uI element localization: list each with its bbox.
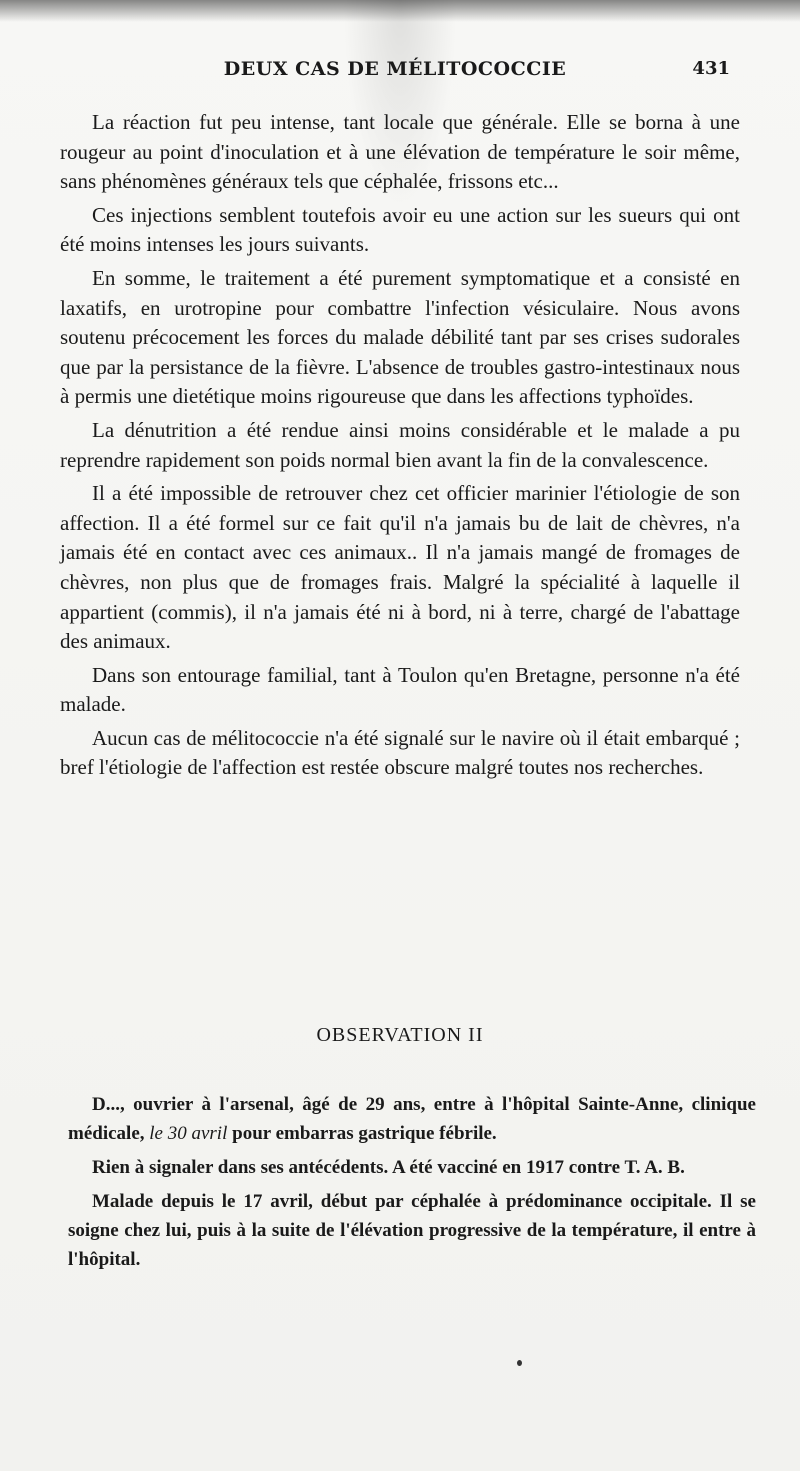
paragraph: Il a été impossible de retrouver chez cet officier marinier l'étiologie de son affection. Il a été formel sur ce fait qu'il n'a jamais bu de lait de chèvres, n'a jamais été en contact avec ces animaux.. Il n'a jamais mangé de fromages de chèvres, non plus que de fromages frais. Malgré la spécialité à laquelle il appartient (commis), il n'a jamais été ni à bord, ni à terre, chargé de l'abattage des animaux. <box>60 481 740 654</box>
paragraph: La dénutrition a été rendue ainsi moins considérable et le malade a pu reprendre rapidement son poids normal bien avant la fin de la convalescence. <box>60 417 740 472</box>
admission-date: le 30 avril <box>149 1123 228 1144</box>
observation-paragraph: Malade depuis le 17 avril, début par céphalée à prédominance occipitale. Il se soigne chez lui, puis à la suite de l'élévation progressive de la température, il entre à l'hôpital. <box>68 1191 756 1270</box>
observation-text-run: pour embarras gastrique fébrile. <box>227 1123 497 1144</box>
paragraph: En somme, le traitement a été purement symptomatique et a consisté en laxatifs, en urotropine pour combattre l'infection vésiculaire. Nous avons soutenu précocement les forces du malade débilité tant par ses crises sudorales que par la persistance de la fièvre. L'absence de troubles gastro-intestinaux nous à permis une dietétique moins rigoureuse que dans les affections typhoïdes. <box>60 265 740 409</box>
section-heading: OBSERVATION II <box>316 1024 484 1046</box>
body-text <box>60 108 740 787</box>
paragraph: La réaction fut peu intense, tant locale que générale. Elle se borna à une rougeur au point d'inoculation et à une élévation de température le soir même, sans phénomènes généraux tels que céphalée, frissons etc... <box>60 110 740 194</box>
page-header <box>60 58 730 86</box>
observation-paragraph: Rien à signaler dans ses antécédents. A été vacciné en 1917 contre T. A. B. <box>92 1157 685 1178</box>
scan-edge-shadow <box>0 0 800 22</box>
observation-text <box>68 1090 756 1279</box>
page-number: 431 <box>692 58 730 79</box>
paragraph: Dans son entourage familial, tant à Toulon qu'en Bretagne, personne n'a été malade. <box>60 662 740 717</box>
running-title: DEUX CAS DE MÉLITOCOCCIE <box>223 58 567 80</box>
paragraph: Ces injections semblent toutefois avoir eu une action sur les sueurs qui ont été moins intenses les jours suivants. <box>60 202 740 257</box>
observation-paragraph <box>68 1090 756 1148</box>
observation-text-run: D..., ouvrier à l'arsenal, âgé de 29 ans, entre à l'hôpital Sainte-Anne, clinique médicale, <box>68 1094 756 1144</box>
ink-speck <box>517 1360 522 1366</box>
paragraph: Aucun cas de mélitococcie n'a été signalé sur le navire où il était embarqué ; bref l'étiologie de l'affection est restée obscure malgré toutes nos recherches. <box>60 725 740 780</box>
